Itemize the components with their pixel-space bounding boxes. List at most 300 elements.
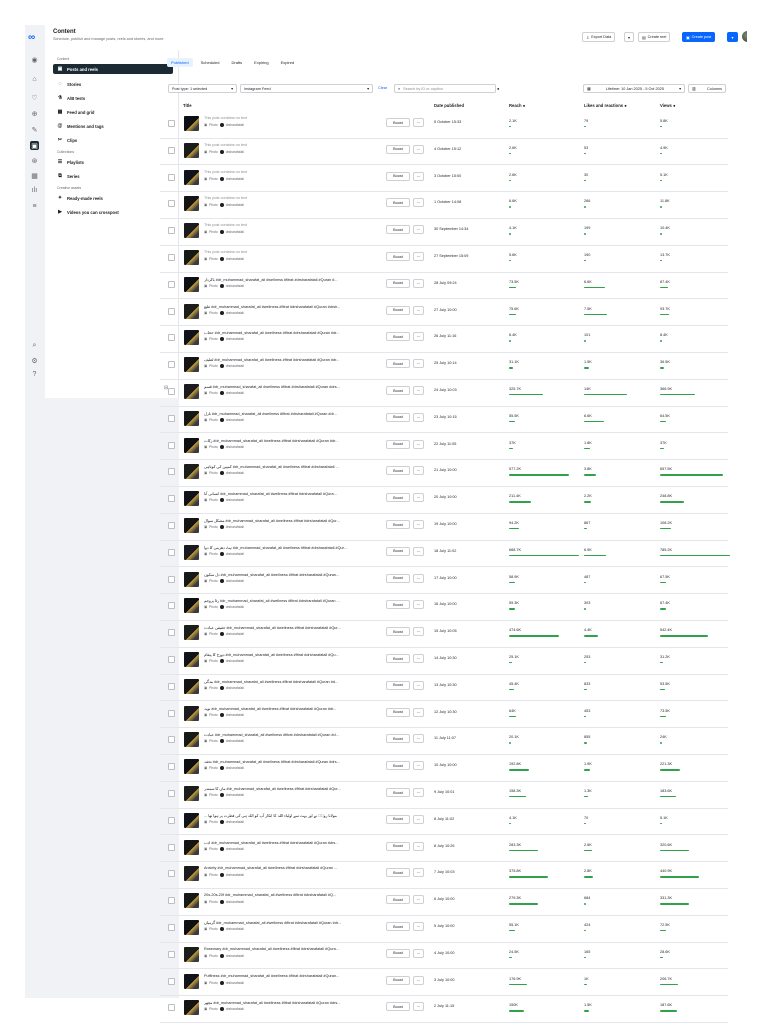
date-published: 26 July 11:16: [434, 334, 457, 339]
table-row[interactable]: [160, 112, 728, 139]
tab-scheduled[interactable]: Scheduled: [200, 60, 220, 65]
reach-bar: [509, 957, 512, 958]
post-caption[interactable]: This post contains no text: [204, 196, 248, 201]
post-caption[interactable]: دوزخ کا پیغام #dr_muhammad_sharafat_ali #wellness #fitrat #drsharafatali #Qu...: [204, 653, 339, 657]
more-options-button[interactable]: ···: [413, 708, 424, 717]
column-likes[interactable]: [584, 103, 627, 108]
row-checkbox[interactable]: [168, 388, 175, 395]
views-bar: [660, 1010, 677, 1011]
post-thumbnail[interactable]: [184, 116, 199, 131]
table-row[interactable]: [160, 380, 728, 407]
tab-published[interactable]: Published: [167, 58, 193, 67]
post-thumbnail[interactable]: [184, 196, 199, 211]
sidebar-item-posts-and-reels[interactable]: [53, 64, 173, 74]
likes-bar: [584, 180, 586, 181]
post-caption[interactable]: This post contains no text: [204, 223, 248, 228]
column-reach[interactable]: [509, 103, 525, 108]
tab-drafts[interactable]: Drafts: [231, 60, 243, 65]
post-caption[interactable]: انسانی آنا #dr_muhammad_sharafat_ali #wellness #fitrat #drsharafatali #Qura...: [204, 492, 337, 497]
post-account: drsharafatali: [225, 525, 244, 529]
post-thumbnail[interactable]: [184, 786, 199, 801]
post-type-filter[interactable]: [168, 84, 237, 93]
post-caption[interactable]: Puffiness #dr_muhammad_sharafat_ali #wellness #fitrat #drsharafatali #Quran...: [204, 973, 340, 978]
menu-icon[interactable]: ≡: [32, 203, 37, 210]
post-thumbnail[interactable]: [184, 491, 199, 506]
more-options-button[interactable]: ···: [413, 145, 424, 154]
post-caption[interactable]: بندگی #dr_muhammad_sharafat_ali #wellness #fitrat #drsharafatali #Quran #d...: [204, 679, 339, 684]
feed-filter[interactable]: [240, 84, 373, 93]
table-row[interactable]: [160, 273, 728, 300]
row-checkbox[interactable]: [168, 495, 175, 502]
likes-value: 1.3K: [584, 789, 592, 793]
more-options-button[interactable]: ···: [413, 815, 424, 824]
row-checkbox[interactable]: [168, 602, 175, 609]
account-avatar: [220, 793, 224, 797]
likes-value: 3.8K: [584, 467, 592, 472]
more-options-button[interactable]: ···: [413, 681, 424, 690]
post-type: Photo: [209, 498, 218, 503]
column-date[interactable]: Date published: [434, 103, 465, 108]
reach-value: 2.1K: [509, 119, 517, 123]
post-caption[interactable]: نازل #dr_muhammad_sharafat_ali #wellness #fitrat #drsharafatali #Quran #dr...: [204, 411, 337, 416]
table-row[interactable]: [160, 568, 728, 595]
views-value: 93.7K: [660, 306, 670, 311]
row-checkbox[interactable]: [168, 763, 175, 770]
sidebar-item-stories[interactable]: [53, 79, 173, 89]
boost-button[interactable]: Boost: [386, 332, 410, 341]
likes-value: 190: [584, 253, 591, 257]
table-row[interactable]: [160, 970, 728, 997]
boost-button[interactable]: Boost: [386, 225, 410, 234]
avatar[interactable]: [742, 31, 747, 42]
reach-bar: [509, 823, 511, 824]
post-caption[interactable]: زکات #dr_muhammad_sharafat_ali #wellness #fitrat #drsharafatali #Quran #dr...: [204, 438, 339, 443]
row-checkbox[interactable]: [168, 736, 175, 743]
post-thumbnail[interactable]: [184, 732, 199, 747]
row-checkbox[interactable]: [168, 522, 175, 529]
row-checkbox[interactable]: [168, 308, 175, 315]
post-thumbnail[interactable]: [184, 545, 199, 560]
row-checkbox[interactable]: [168, 924, 175, 931]
photo-icon: ▣: [204, 283, 208, 288]
create-post-dropdown-button[interactable]: [727, 32, 738, 42]
sidebar-item-clips[interactable]: [53, 135, 173, 145]
row-checkbox[interactable]: [168, 442, 175, 449]
table-row[interactable]: [160, 353, 728, 380]
post-thumbnail[interactable]: [184, 304, 199, 319]
more-options-button[interactable]: ···: [413, 493, 424, 502]
columns-button[interactable]: [688, 84, 726, 93]
info-icon[interactable]: ●: [497, 86, 500, 91]
photo-icon: ▣: [204, 900, 208, 905]
boost-button[interactable]: Boost: [386, 734, 410, 743]
boost-button[interactable]: Boost: [386, 574, 410, 583]
more-options-button[interactable]: ···: [413, 761, 424, 770]
row-checkbox[interactable]: [168, 817, 175, 824]
tab-expiring[interactable]: Expiring: [254, 60, 269, 65]
table-row[interactable]: [160, 246, 728, 273]
row-checkbox[interactable]: [168, 361, 175, 368]
notifications-icon[interactable]: ♡: [31, 94, 38, 102]
table-row[interactable]: [160, 755, 728, 782]
table-row[interactable]: [160, 139, 728, 166]
video-icon: ▶: [58, 209, 62, 215]
table-row[interactable]: [160, 782, 728, 809]
boost-button[interactable]: Boost: [386, 145, 410, 154]
boost-button[interactable]: Boost: [386, 386, 410, 395]
more-options-button[interactable]: ···: [413, 118, 424, 127]
table-row[interactable]: [160, 326, 728, 353]
more-options-button[interactable]: ···: [413, 359, 424, 368]
settings-icon[interactable]: ⚙: [31, 357, 38, 365]
table-row[interactable]: [160, 728, 728, 755]
reach-value: 577.2K: [509, 467, 522, 472]
reach-value: 158.3K: [509, 789, 522, 793]
column-views[interactable]: [660, 103, 676, 108]
post-caption[interactable]: دل سکون #dr_muhammad_sharafat_ali #wellness #fitrat #drsharafatali #Quran...: [204, 572, 340, 577]
table-row[interactable]: [160, 460, 728, 487]
home-icon[interactable]: ⌂: [32, 76, 37, 83]
more-options-button[interactable]: ···: [413, 922, 424, 931]
row-checkbox[interactable]: [168, 549, 175, 556]
post-type: Photo: [209, 819, 218, 824]
date-published: 17 July 10:00: [434, 575, 457, 580]
table-row[interactable]: [160, 219, 728, 246]
boost-button[interactable]: Boost: [386, 252, 410, 261]
post-account: drsharafatali: [225, 578, 244, 583]
row-checkbox[interactable]: [168, 1004, 175, 1011]
boost-button[interactable]: Boost: [386, 440, 410, 449]
table-row[interactable]: [160, 300, 728, 327]
search-input[interactable]: [394, 84, 496, 93]
boost-button[interactable]: Boost: [386, 547, 410, 556]
post-thumbnail[interactable]: [184, 679, 199, 694]
boost-button[interactable]: Boost: [386, 976, 410, 985]
tag-icon[interactable]: ⊛: [31, 157, 38, 165]
post-caption[interactable]: مشکل سوال #dr_muhammad_sharafat_ali #wellness #fitrat #drsharafatali #Qur...: [204, 519, 340, 523]
row-checkbox[interactable]: [168, 415, 175, 422]
boost-button[interactable]: Boost: [386, 198, 410, 207]
add-icon[interactable]: ⊕: [31, 110, 38, 118]
more-options-button[interactable]: ···: [413, 895, 424, 904]
sidebar-item-mentions-and-tags[interactable]: [53, 121, 173, 131]
row-checkbox[interactable]: [168, 897, 175, 904]
more-options-button[interactable]: ···: [413, 627, 424, 636]
post-caption[interactable]: کمپین کی کوتاہی #dr_muhammad_sharafat_ali #wellness #fitrat #drsharafatali ...: [204, 465, 339, 470]
post-caption[interactable]: This post contains no text: [204, 250, 248, 254]
post-thumbnail[interactable]: [184, 598, 199, 613]
row-checkbox[interactable]: [168, 710, 175, 717]
likes-value: 4.4K: [584, 628, 592, 633]
collapse-sidebar-icon[interactable]: ⊟: [164, 385, 169, 391]
post-caption[interactable]: Anxiety #dr_muhammad_sharafat_ali #wellness #fitrat #drsharafatali #Quran ...: [204, 866, 338, 871]
table-row[interactable]: [160, 166, 728, 193]
post-caption[interactable]: This post contains no text: [204, 142, 248, 147]
row-checkbox[interactable]: [168, 844, 175, 851]
row-checkbox[interactable]: [168, 870, 175, 877]
row-checkbox[interactable]: [168, 978, 175, 985]
table-row[interactable]: [160, 192, 728, 219]
sidebar-item-label: Videos you can crosspost: [67, 209, 119, 215]
more-options-button[interactable]: ···: [413, 949, 424, 958]
post-caption[interactable]: 20s-20s-20f #dr_muhammad_sharafat_ali #wellness #fitrat #drsharafatali #Q...: [204, 893, 337, 898]
table-row[interactable]: [160, 407, 728, 434]
grid-icon[interactable]: ▦: [31, 172, 38, 180]
boost-button[interactable]: Boost: [386, 600, 410, 609]
post-caption[interactable]: عبادت #dr_muhammad_sharafat_ali #wellness #fitrat #drsharafatali #Quran #d...: [204, 733, 339, 738]
table-row[interactable]: [160, 889, 728, 916]
reach-value: 24.5K: [509, 949, 519, 954]
post-thumbnail[interactable]: [184, 759, 199, 774]
post-thumbnail[interactable]: [184, 625, 199, 640]
photo-icon: ▣: [204, 337, 208, 342]
export-data-button[interactable]: [582, 32, 615, 42]
more-options-button[interactable]: ···: [413, 1002, 424, 1011]
table-row[interactable]: [160, 541, 728, 568]
table-row[interactable]: [160, 621, 728, 648]
post-caption[interactable]: ادب #dr_muhammad_sharafat_ali #wellness #fitrat #drsharafatali #Quran #drs...: [204, 840, 339, 845]
reach-value: 2.6K: [509, 172, 517, 177]
table-row[interactable]: [160, 996, 728, 1023]
more-options-button[interactable]: ···: [413, 466, 424, 475]
boost-button[interactable]: Boost: [386, 949, 410, 958]
boost-button[interactable]: Boost: [386, 815, 410, 824]
help-icon[interactable]: ?: [32, 371, 37, 378]
post-caption[interactable]: ... مولانا رومؒ نے اور بہت سے اولیاء اللہ کا انکار آپ کو اللہ ہی کی فطرت پر ہوا تھا: [204, 813, 337, 818]
table-row[interactable]: [160, 916, 728, 943]
post-thumbnail[interactable]: [184, 706, 199, 721]
post-thumbnail[interactable]: [184, 438, 199, 453]
search-icon[interactable]: ⌕: [32, 341, 37, 349]
table-row[interactable]: [160, 487, 728, 514]
more-options-button[interactable]: ···: [413, 734, 424, 743]
row-checkbox[interactable]: [168, 468, 175, 475]
post-caption[interactable]: This post contains no text: [204, 169, 248, 174]
post-caption[interactable]: مچھر #dr_muhammad_sharafat_ali #wellness #fitrat #drsharafatali #Quran #drs...: [204, 1001, 341, 1006]
more-options-button[interactable]: ···: [413, 520, 424, 529]
export-dropdown-button[interactable]: [624, 32, 634, 42]
boost-button[interactable]: Boost: [386, 627, 410, 636]
boost-button[interactable]: Boost: [386, 761, 410, 770]
post-thumbnail[interactable]: [184, 866, 199, 881]
post-caption[interactable]: تحفہ #dr_muhammad_sharafat_ali #wellness #fitrat #drsharafatali #Quran #drs...: [204, 760, 340, 765]
table-row[interactable]: [160, 648, 728, 675]
date-range-picker[interactable]: [583, 84, 685, 93]
post-thumbnail[interactable]: [184, 813, 199, 828]
post-caption[interactable]: لطیف #dr_muhammad_sharafat_ali #wellness #fitrat #drsharafatali #Quran #dr...: [204, 358, 340, 363]
sidebar-item-videos-crosspost[interactable]: [53, 207, 173, 217]
post-caption[interactable]: قسم #dr_muhammad_sharafat_ali #wellness #fitrat #drsharafatali #Quran #drs...: [204, 385, 340, 389]
post-thumbnail[interactable]: [184, 652, 199, 667]
post-thumbnail[interactable]: [184, 411, 199, 426]
post-meta: [204, 123, 244, 127]
post-thumbnail[interactable]: [184, 384, 199, 399]
more-options-button[interactable]: ···: [413, 172, 424, 181]
account-avatar: [220, 418, 224, 422]
table-row[interactable]: [160, 943, 728, 970]
more-options-button[interactable]: ···: [413, 842, 424, 851]
sidebar-item-playlists[interactable]: [53, 157, 173, 167]
likes-value: 1K: [584, 976, 589, 981]
table-row[interactable]: [160, 594, 728, 621]
boost-button[interactable]: Boost: [386, 868, 410, 877]
meta-logo-icon[interactable]: ∞: [28, 32, 36, 43]
post-meta: [204, 284, 244, 288]
post-thumbnail[interactable]: [184, 330, 199, 345]
post-thumbnail[interactable]: [184, 947, 199, 962]
more-options-button[interactable]: ···: [413, 600, 424, 609]
post-caption[interactable]: توبہ #dr_muhammad_sharafat_ali #wellness #fitrat #drsharafatali #Quran #dr...: [204, 706, 337, 711]
boost-button[interactable]: Boost: [386, 466, 410, 475]
boost-button[interactable]: Boost: [386, 359, 410, 368]
table-row[interactable]: [160, 702, 728, 729]
post-caption[interactable]: حجاب #dr_muhammad_sharafat_ali #wellness #fitrat #drsharafatali #Quran #dr...: [204, 331, 340, 336]
post-thumbnail[interactable]: [184, 170, 199, 185]
row-checkbox[interactable]: [168, 951, 175, 958]
row-checkbox[interactable]: [168, 227, 175, 234]
more-options-button[interactable]: ···: [413, 198, 424, 207]
table-row[interactable]: [160, 836, 728, 863]
clear-filters-link[interactable]: Clear: [378, 86, 388, 90]
sidebar-item-ready-made-reels[interactable]: [53, 193, 173, 203]
boost-button[interactable]: Boost: [386, 708, 410, 717]
account-avatar: [220, 471, 224, 475]
row-checkbox[interactable]: [168, 147, 175, 154]
post-caption[interactable]: باکردار #dr_muhammad_sharafat_ali #wellness #fitrat #drsharafatali #Quran #...: [204, 277, 338, 282]
post-caption[interactable]: طبع #dr_muhammad_sharafat_ali #wellness #fitrat #drsharafatali #Quran #drsh...: [204, 304, 341, 309]
more-options-button[interactable]: ···: [413, 976, 424, 985]
more-options-button[interactable]: ···: [413, 386, 424, 395]
more-options-button[interactable]: ···: [413, 574, 424, 583]
post-thumbnail[interactable]: [184, 143, 199, 158]
likes-bar: [584, 555, 606, 556]
post-thumbnail[interactable]: [184, 250, 199, 265]
boost-button[interactable]: Boost: [386, 654, 410, 663]
more-options-button[interactable]: ···: [413, 306, 424, 315]
more-options-button[interactable]: ···: [413, 547, 424, 556]
likes-bar: [584, 287, 605, 288]
photo-icon: ▣: [204, 953, 208, 958]
boost-button[interactable]: Boost: [386, 842, 410, 851]
reach-bar: [509, 448, 513, 449]
likes-bar: [584, 260, 586, 261]
views-value: 5.1K: [660, 172, 668, 177]
post-caption[interactable]: حقیقی عبادت #dr_muhammad_sharafat_ali #wellness #fitrat #drsharafatali #Qur...: [204, 626, 341, 631]
views-bar: [660, 984, 678, 985]
post-thumbnail[interactable]: [184, 518, 199, 533]
sidebar-item-feed-and-grid[interactable]: [53, 107, 173, 117]
table-row[interactable]: [160, 809, 728, 836]
table-row[interactable]: [160, 675, 728, 702]
more-options-button[interactable]: ···: [413, 252, 424, 261]
post-thumbnail[interactable]: [184, 464, 199, 479]
more-options-button[interactable]: ···: [413, 440, 424, 449]
post-type: Photo: [209, 417, 218, 422]
create-post-button[interactable]: [682, 32, 715, 42]
row-checkbox[interactable]: [168, 254, 175, 261]
boost-button[interactable]: Boost: [386, 413, 410, 422]
post-thumbnail[interactable]: [184, 277, 199, 292]
more-options-button[interactable]: ···: [413, 332, 424, 341]
more-options-button[interactable]: ···: [413, 654, 424, 663]
more-options-button[interactable]: ···: [413, 225, 424, 234]
boost-button[interactable]: Boost: [386, 895, 410, 904]
tab-expired[interactable]: Expired: [280, 60, 295, 65]
row-checkbox[interactable]: [168, 656, 175, 663]
table-row[interactable]: [160, 514, 728, 541]
post-caption[interactable]: Rosemary #dr_muhammad_sharafat_ali #wellness #fitrat #drsharafatali #Qura...: [204, 946, 339, 951]
post-caption[interactable]: گرمیاں #dr_muhammad_sharafat_ali #wellness #fitrat #drsharafatali #Quran #dr...: [204, 921, 342, 925]
post-thumbnail[interactable]: [184, 357, 199, 372]
views-bar: [660, 287, 668, 288]
sidebar-item-series[interactable]: [53, 171, 173, 181]
row-checkbox[interactable]: [168, 120, 175, 127]
boost-button[interactable]: Boost: [386, 520, 410, 529]
column-title[interactable]: Title: [183, 103, 192, 108]
content-icon[interactable]: ▣: [31, 142, 38, 150]
post-thumbnail[interactable]: [184, 572, 199, 587]
more-options-button[interactable]: ···: [413, 279, 424, 288]
account-avatar: [220, 605, 224, 609]
row-checkbox[interactable]: [168, 334, 175, 341]
row-checkbox[interactable]: [168, 174, 175, 181]
boost-button[interactable]: Boost: [386, 1002, 410, 1011]
boost-button[interactable]: Boost: [386, 118, 410, 127]
post-caption[interactable]: This post contains no text: [204, 116, 248, 120]
more-options-button[interactable]: ···: [413, 413, 424, 422]
row-checkbox[interactable]: [168, 683, 175, 690]
boost-button[interactable]: Boost: [386, 172, 410, 181]
profile-icon[interactable]: ◉: [31, 56, 38, 64]
post-thumbnail[interactable]: [184, 223, 199, 238]
post-caption[interactable]: رٹا پروجم #dr_muhammad_sharafat_ali #wellness #fitrat #drsharafatali #Quran ...: [204, 599, 340, 604]
row-checkbox[interactable]: [168, 790, 175, 797]
table-row[interactable]: [160, 434, 728, 461]
boost-button[interactable]: Boost: [386, 279, 410, 288]
boost-button[interactable]: Boost: [386, 681, 410, 690]
likes-value: 303: [584, 601, 591, 606]
boost-button[interactable]: Boost: [386, 788, 410, 797]
post-thumbnail[interactable]: [184, 974, 199, 989]
table-row[interactable]: [160, 862, 728, 889]
create-reel-button[interactable]: [638, 32, 670, 42]
post-type: Photo: [209, 685, 218, 690]
post-caption[interactable]: ماں کا سمندر #dr_muhammad_sharafat_ali #wellness #fitrat #drsharafatali #Qur...: [204, 787, 341, 791]
boost-button[interactable]: Boost: [386, 922, 410, 931]
likes-value: 684: [584, 896, 591, 901]
insights-icon[interactable]: ılı: [31, 187, 38, 194]
boost-button[interactable]: Boost: [386, 493, 410, 502]
post-thumbnail[interactable]: [184, 1000, 199, 1015]
row-checkbox[interactable]: [168, 576, 175, 583]
post-account: drsharafatali: [225, 685, 244, 690]
row-checkbox[interactable]: [168, 629, 175, 636]
post-caption[interactable]: ہٹ دھرمی کا دوا #dr_muhammad_sharafat_ali #wellness #fitrat #drsharafatali #Qur...: [204, 545, 347, 550]
date-published: 28 July 09:24: [434, 280, 457, 285]
boost-button[interactable]: Boost: [386, 306, 410, 315]
row-checkbox[interactable]: [168, 281, 175, 288]
post-thumbnail[interactable]: [184, 840, 199, 855]
more-options-button[interactable]: ···: [413, 788, 424, 797]
post-thumbnail[interactable]: [184, 920, 199, 935]
row-checkbox[interactable]: [168, 200, 175, 207]
more-options-button[interactable]: ···: [413, 868, 424, 877]
post-thumbnail[interactable]: [184, 893, 199, 908]
likes-bar: [584, 474, 596, 475]
sidebar-item-ab-tests[interactable]: [53, 93, 173, 103]
pen-icon[interactable]: ✎: [31, 126, 38, 134]
date-published: 27 September 15:09: [434, 254, 469, 258]
